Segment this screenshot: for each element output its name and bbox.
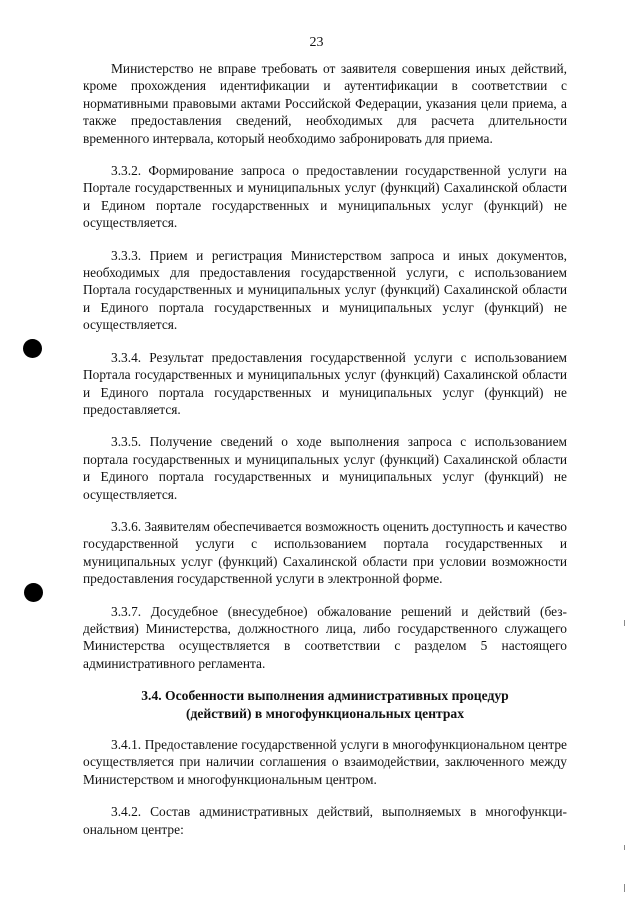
section-heading-line-2: (действий) в многофункциональных центрах [185, 705, 465, 721]
document-body [83, 60, 567, 853]
paragraph-3-4-1: 3.4.1. Предоставление государственной услуги в многофункциональном центре осуществляется при наличии соглашения о взаимодействии, заключенного между Министерством и многофункциональным центром. [83, 737, 567, 787]
paragraph-3-3-5: 3.3.5. Получение сведений о ходе выполнения запроса с использованием портала государственных и муниципальных услуг (функций) Сахалинской области и Единого портала государственных и муниципальных услуг (функций) не осуществляется. [83, 434, 567, 502]
paragraph-3-3-6: 3.3.6. Заявителям обеспечивается возможность оценить доступность и качество государственной услуги с использованием портала государственных и муниципальных услуг (функций) Сахалинской области при условии возможности предоставления государственной услуги в электронной форме. [83, 518, 567, 587]
paragraph-3-4-2: 3.4.2. Состав административных действий, выполняемых в многофункциональном центре: [83, 804, 567, 837]
scan-edge-mark [624, 620, 625, 626]
paragraph-3-3-3: 3.3.3. Прием и регистрация Министерством запроса и иных документов, необходимых для предоставления государственной услуги, с использованием Портала государственных и муниципальных услуг (функций) Сахалинской области и Единого портала государственных и муниципальных услуг (функций) не осуществляется. [83, 247, 567, 333]
paragraph-ministry-restrictions: Министерство не вправе требовать от заявителя совершения иных действий, кроме прохождения идентификации и аутентификации в соответствии с нормативными правовыми актами Российской Федерации, указания цели приема, а также предоставления сведений, необходимых для расчета длительности временного интервала, который необходимо забронировать для приема. [83, 61, 567, 146]
punch-hole-mark [24, 583, 43, 602]
section-heading-3-4 [83, 687, 567, 722]
paragraph-3-3-7: 3.3.7. Досудебное (внесудебное) обжалование решений и действий (бездействия) Министерства, должностного лица, либо государственного служащего Министерства осуществляется в соответствии с разделом 5 настоящего административного регламента. [83, 603, 567, 671]
section-heading-line-1: 3.4. Особенности выполнения административных процедур [141, 688, 509, 704]
page-number: 23 [309, 35, 324, 50]
punch-hole-mark [23, 339, 42, 358]
scan-edge-mark [624, 884, 625, 892]
scan-edge-mark [624, 845, 625, 850]
paragraph-3-3-2: 3.3.2. Формирование запроса о предоставлении государственной услуги на Портале государственных и муниципальных услуг (функций) Сахалинской области и Едином портале государственных и муниципальных услуг (функций) не осуществляется. [83, 163, 567, 231]
paragraph-3-3-4: 3.3.4. Результат предоставления государственной услуги с использованием Портала государственных и муниципальных услуг (функций) Сахалинской области и Единого портала государственных и муниципальных услуг (функций) не предоставляется. [83, 349, 567, 417]
